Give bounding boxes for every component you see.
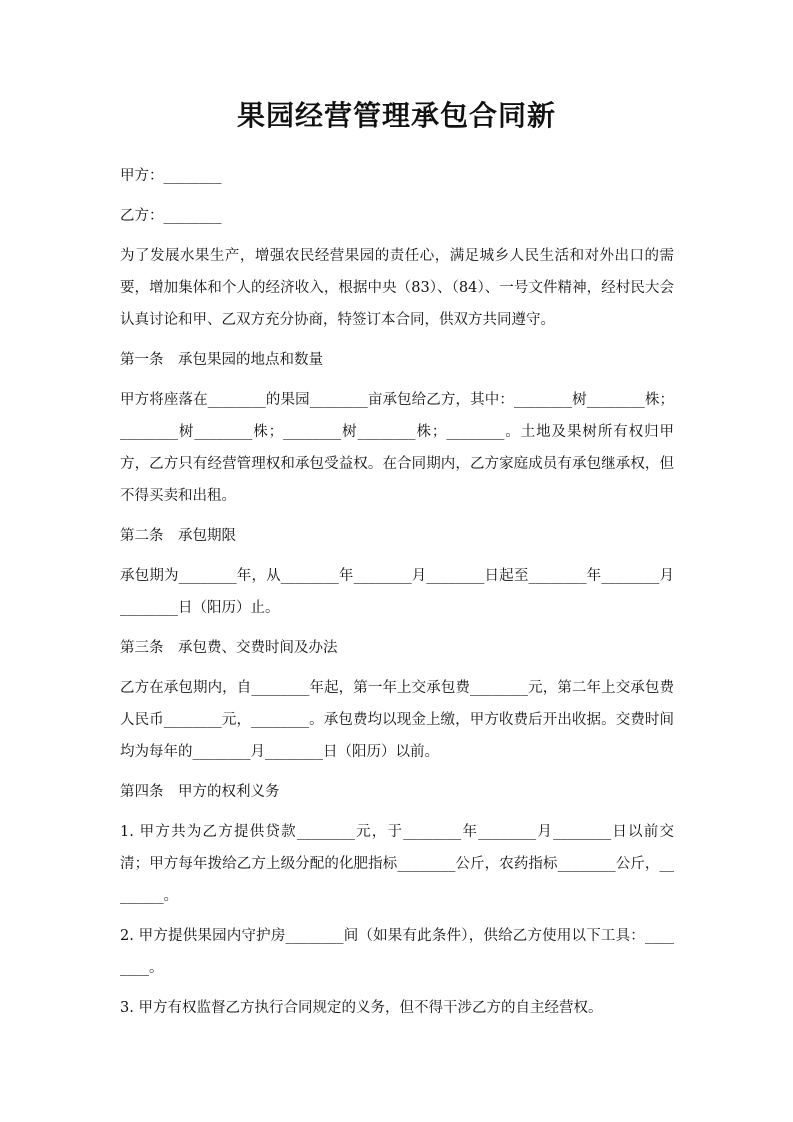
party-b-line: 乙方：________	[120, 208, 222, 224]
article-3-body: 乙方在承包期内，自________年起，第一年上交承包费________元，第二年上交承包费人民币________元，________。承包费均以现金上缴，甲方收费后开出收据。交费时间均为每年的________月________日（阳历）以前。	[120, 680, 674, 760]
article-3-heading: 第三条 承包费、交费时间及办法	[120, 640, 338, 656]
article-2-heading: 第二条 承包期限	[120, 528, 236, 544]
article-4-heading: 第四条 甲方的权利义务	[120, 784, 280, 800]
article-1-body: 甲方将座落在________的果园________亩承包给乙方，其中：________树________株；________树________株；________树________株；________。土地及果树所有权归甲方，乙方只有经营管理权和承包受益权。在合同期内，乙方家庭成员有承包继承权，但不得买卖和出租。	[120, 392, 674, 504]
document-title: 果园经营管理承包合同新	[236, 99, 556, 132]
article-4-item-1: 1. 甲方共为乙方提供贷款________元，于________年________月________日以前交清；甲方每年拨给乙方上级分配的化肥指标________公斤，农药指标________公斤，________。	[120, 824, 674, 904]
article-4-item-2: 2. 甲方提供果园内守护房________间（如果有此条件），供给乙方使用以下工具：________。	[120, 928, 674, 976]
article-2-body: 承包期为________年，从________年________月________日起至________年________月________日（阳历）止。	[120, 568, 674, 616]
document-body	[120, 160, 674, 1032]
article-1-heading: 第一条 承包果园的地点和数量	[120, 352, 323, 368]
party-a-line: 甲方：________	[120, 168, 222, 184]
intro-paragraph: 为了发展水果生产，增强农民经营果园的责任心，满足城乡人民生活和对外出口的需要，增加集体和个人的经济收入，根据中央（83）、（84）、一号文件精神，经村民大会认真讨论和甲、乙双方充分协商，特签订本合同，供双方共同遵守。	[120, 248, 674, 328]
article-4-item-3: 3. 甲方有权监督乙方执行合同规定的义务，但不得干涉乙方的自主经营权。	[120, 1000, 603, 1016]
